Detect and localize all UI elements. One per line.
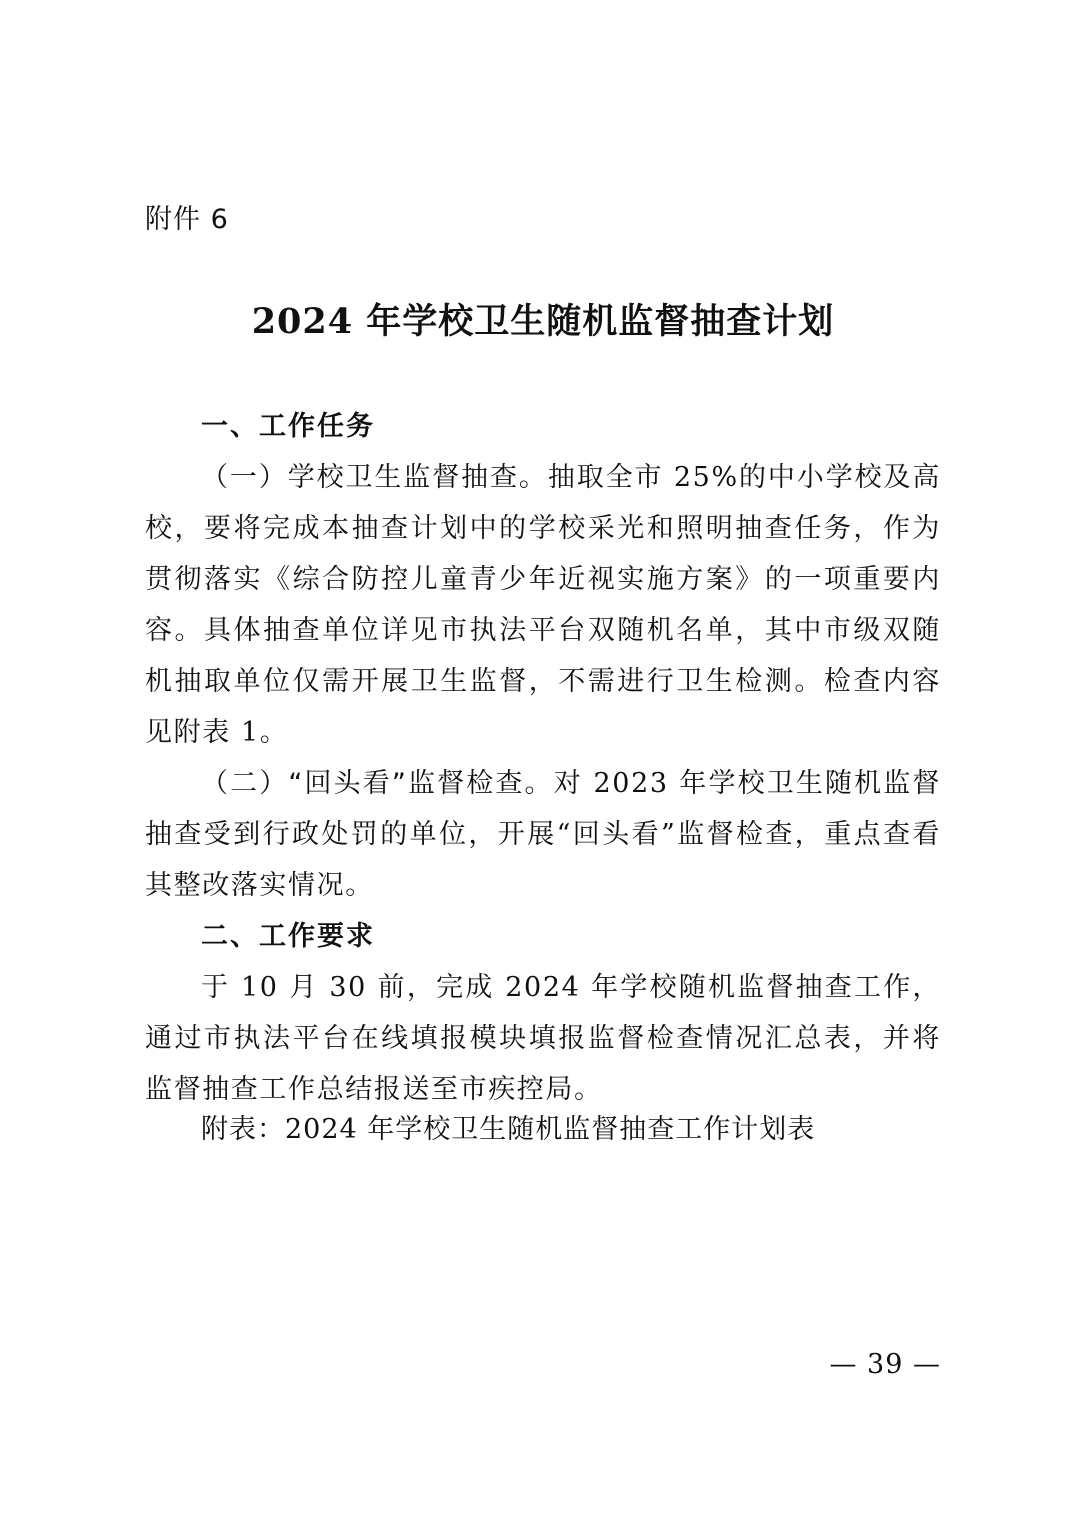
paragraph-lead: （二）“回头看”监督检查。 — [201, 768, 554, 799]
section-heading-tasks: 一、工作任务 — [201, 411, 375, 442]
paragraph-text: 对 2023 年学校卫生随机监督抽查受到行政处罚的单位，开展“回头看”监督检查，重点查看其整改落实情况。 — [145, 768, 942, 901]
document-body — [145, 401, 941, 1115]
section-heading-requirements: 二、工作要求 — [201, 921, 375, 952]
attachment-label: 附件 6 — [145, 204, 229, 235]
paragraph-text: 抽取全市 25%的中小学校及高校，要将完成本抽查计划中的学校采光和照明抽查任务，作为贯彻落实《综合防控儿童青少年近视实施方案》的一项重要内容。具体抽查单位详见市执法平台双随机名单，其中市级双随机抽取单位仅需开展卫生监督，不需进行卫生检测。检查内容见附表 1。 — [145, 462, 942, 748]
document-title: 2024 年学校卫生随机监督抽查计划 — [251, 301, 835, 342]
paragraph-review-inspection — [145, 758, 941, 911]
appendix-note: 附表：2024 年学校卫生随机监督抽查工作计划表 — [201, 1114, 816, 1145]
paragraph-lead: （一）学校卫生监督抽查。 — [201, 462, 548, 493]
page-number: — 39 — — [829, 1349, 941, 1380]
paragraph-requirements: 于 10 月 30 前，完成 2024 年学校随机监督抽查工作，通过市执法平台在线填报模块填报监督检查情况汇总表，并将监督抽查工作总结报送至市疾控局。 — [145, 972, 941, 1105]
paragraph-school-inspection — [145, 452, 941, 758]
